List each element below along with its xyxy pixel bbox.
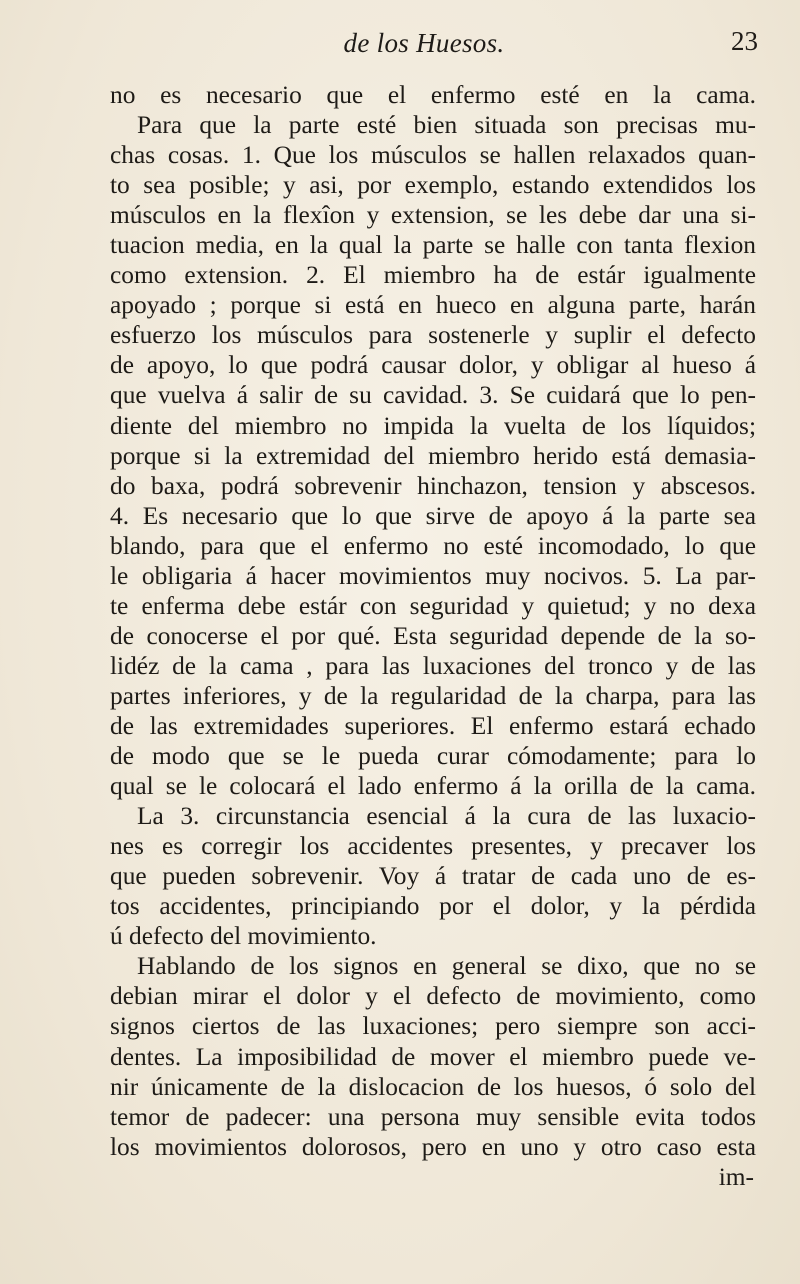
text-line: blando, para que el enfermo no esté incomodado, lo que xyxy=(110,531,756,560)
text-line: lidéz de la cama , para las luxaciones del tronco y de las xyxy=(110,651,756,680)
text-line: no es necesario que el enfermo esté en la cama. xyxy=(110,81,756,109)
text-line: ú defecto del movimiento. xyxy=(110,922,377,951)
page-number: 23 xyxy=(731,26,758,56)
text-line: le obligaria á hacer movimientos muy nocivos. 5. La par- xyxy=(110,561,756,590)
text-line: La 3. circunstancia esencial á la cura de las luxacio- xyxy=(137,802,756,831)
running-head xyxy=(90,22,758,62)
text-line: signos ciertos de las luxaciones; pero siempre son acci- xyxy=(110,1012,756,1041)
text-line: temor de padecer: una persona muy sensible evita todos xyxy=(110,1102,756,1131)
text-line: músculos en la flexîon y extension, se les debe dar una si- xyxy=(110,201,756,230)
text-line: porque si la extremidad del miembro herido está demasia- xyxy=(110,441,756,470)
text-line: te enferma debe estár con seguridad y quietud; y no dexa xyxy=(110,591,756,620)
text-line: dentes. La imposibilidad de mover el miembro puede ve- xyxy=(110,1042,756,1071)
text-line: los movimientos dolorosos, pero en uno y otro caso esta xyxy=(110,1132,756,1161)
text-line: to sea posible; y asi, por exemplo, estando extendidos los xyxy=(110,171,756,200)
text-line: como extension. 2. El miembro ha de estár igualmente xyxy=(110,261,756,290)
text-line: 4. Es necesario que lo que sirve de apoyo á la parte sea xyxy=(110,501,756,530)
text-line: do baxa, podrá sobrevenir hinchazon, tension y abscesos. xyxy=(110,471,756,500)
text-line: tos accidentes, principiando por el dolor, y la pérdida xyxy=(110,892,756,921)
text-line: que vuelva á salir de su cavidad. 3. Se cuidará que lo pen- xyxy=(110,381,756,410)
text-line: esfuerzo los músculos para sostenerle y suplir el defecto xyxy=(110,321,756,350)
text-line: Hablando de los signos en general se dixo, que no se xyxy=(137,952,756,981)
text-line: apoyado ; porque si está en hueco en alguna parte, harán xyxy=(110,291,756,320)
text-line: chas cosas. 1. Que los músculos se hallen relaxados quan- xyxy=(110,141,756,170)
text-line: diente del miembro no impida la vuelta de los líquidos; xyxy=(110,411,756,440)
text-line: de modo que se le pueda curar cómodamente; para lo xyxy=(110,742,756,771)
text-line: nir únicamente de la dislocacion de los huesos, ó solo del xyxy=(110,1072,756,1101)
running-title: de los Huesos. xyxy=(343,28,505,58)
text-line: partes inferiores, y de la regularidad de la charpa, para las xyxy=(110,681,756,710)
text-line: de apoyo, lo que podrá causar dolor, y obligar al hueso á xyxy=(110,351,756,380)
text-line: debian mirar el dolor y el defecto de movimiento, como xyxy=(110,982,756,1011)
text-line: de conocerse el por qué. Esta seguridad depende de la so- xyxy=(110,621,756,650)
text-line: qual se le colocará el lado enfermo á la orilla de la cama. xyxy=(110,772,756,801)
text-line: que pueden sobrevenir. Voy á tratar de cada uno de es- xyxy=(110,862,756,891)
text-line: nes es corregir los accidentes presentes, y precaver los xyxy=(110,832,756,861)
body-text xyxy=(110,80,756,1192)
text-line: tuacion media, en la qual la parte se halle con tanta flexion xyxy=(110,231,756,260)
text-line: de las extremidades superiores. El enfermo estará echado xyxy=(110,711,756,740)
catchword: im- xyxy=(718,1162,754,1191)
text-line: Para que la parte esté bien situada son precisas mu- xyxy=(137,111,756,140)
